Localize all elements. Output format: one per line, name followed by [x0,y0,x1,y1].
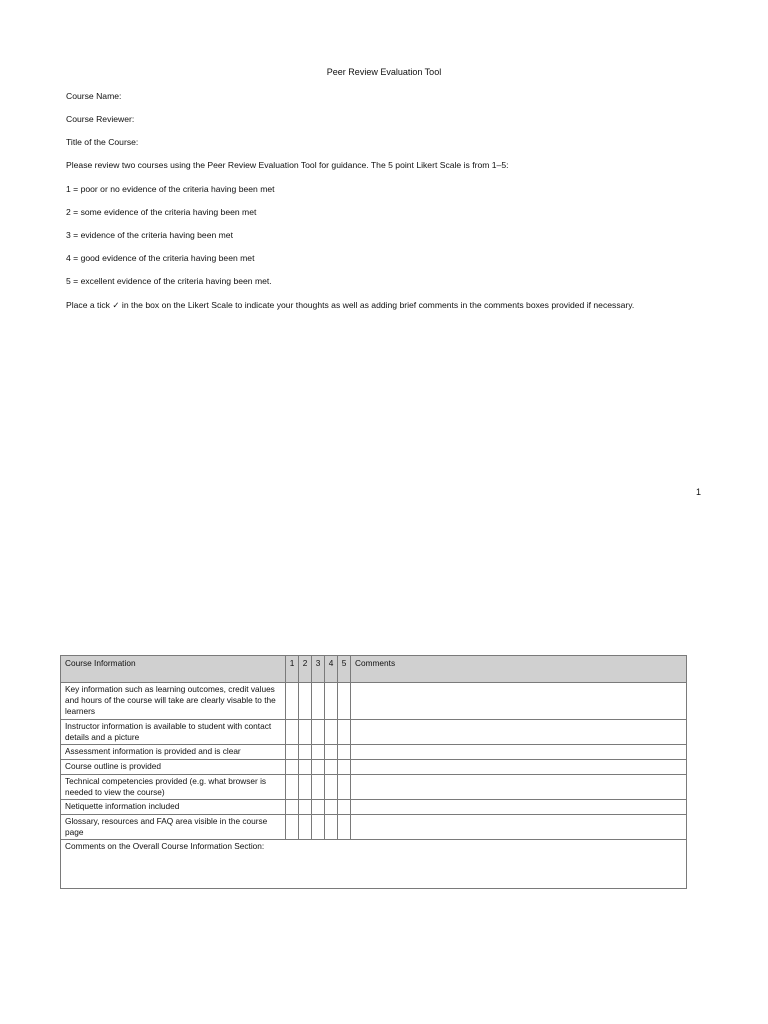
table-row [61,745,687,760]
score-cell-2[interactable] [299,815,312,840]
scale-item-5: 5 = excellent evidence of the criteria having been met. [66,276,272,286]
score-cell-5[interactable] [338,815,351,840]
score-cell-3[interactable] [312,683,325,720]
score-cell-1[interactable] [286,775,299,800]
criterion-label: Assessment information is provided and is clear [61,745,286,760]
course-title-field: Title of the Course: [66,137,139,147]
criterion-label: Instructor information is available to student with contact details and a picture [61,720,286,745]
score-cell-3[interactable] [312,800,325,815]
header-score-2: 2 [299,656,312,683]
comments-cell[interactable] [351,800,687,815]
table-row [61,683,687,720]
table-row [61,775,687,800]
scale-item-1: 1 = poor or no evidence of the criteria having been met [66,184,275,194]
score-cell-1[interactable] [286,683,299,720]
score-cell-2[interactable] [299,683,312,720]
score-cell-4[interactable] [325,775,338,800]
score-cell-4[interactable] [325,760,338,775]
scale-item-2: 2 = some evidence of the criteria having been met [66,207,257,217]
criterion-label: Technical competencies provided (e.g. what browser is needed to view the course) [61,775,286,800]
evaluation-table [60,655,687,889]
tick-note: Place a tick ✓ in the box on the Likert Scale to indicate your thoughts as well as adding brief comments in the comments boxes provided if necessary. [66,300,635,310]
course-reviewer-field: Course Reviewer: [66,114,135,124]
document-title: Peer Review Evaluation Tool [326,67,442,77]
header-course-information: Course Information [61,656,286,683]
header-score-5: 5 [338,656,351,683]
comments-cell[interactable] [351,775,687,800]
score-cell-5[interactable] [338,745,351,760]
header-score-4: 4 [325,656,338,683]
score-cell-5[interactable] [338,720,351,745]
header-score-3: 3 [312,656,325,683]
score-cell-2[interactable] [299,775,312,800]
criterion-label: Netiquette information included [61,800,286,815]
score-cell-2[interactable] [299,800,312,815]
score-cell-5[interactable] [338,760,351,775]
score-cell-1[interactable] [286,760,299,775]
comments-cell[interactable] [351,815,687,840]
criterion-label: Course outline is provided [61,760,286,775]
scale-item-3: 3 = evidence of the criteria having been met [66,230,233,240]
score-cell-3[interactable] [312,760,325,775]
header-score-1: 1 [286,656,299,683]
score-cell-4[interactable] [325,720,338,745]
comments-cell[interactable] [351,683,687,720]
table-row [61,800,687,815]
score-cell-4[interactable] [325,745,338,760]
overall-comments-cell[interactable] [61,840,687,889]
score-cell-1[interactable] [286,745,299,760]
score-cell-4[interactable] [325,815,338,840]
score-cell-4[interactable] [325,683,338,720]
score-cell-1[interactable] [286,720,299,745]
score-cell-2[interactable] [299,760,312,775]
table-row [61,720,687,745]
header-comments: Comments [351,656,687,683]
score-cell-3[interactable] [312,745,325,760]
table-header-row [61,656,687,683]
scale-item-4: 4 = good evidence of the criteria having been met [66,253,255,263]
score-cell-5[interactable] [338,775,351,800]
score-cell-1[interactable] [286,800,299,815]
comments-cell[interactable] [351,760,687,775]
comments-cell[interactable] [351,745,687,760]
course-name-field: Course Name: [66,91,122,101]
score-cell-3[interactable] [312,775,325,800]
page-number: 1 [696,487,702,497]
table-row [61,815,687,840]
score-cell-5[interactable] [338,800,351,815]
table-row [61,760,687,775]
score-cell-5[interactable] [338,683,351,720]
score-cell-3[interactable] [312,815,325,840]
comments-cell[interactable] [351,720,687,745]
overall-comments-label: Comments on the Overall Course Information Section: [65,841,265,851]
score-cell-2[interactable] [299,720,312,745]
score-cell-4[interactable] [325,800,338,815]
overall-comments-row [61,840,687,889]
score-cell-1[interactable] [286,815,299,840]
criterion-label: Key information such as learning outcomes, credit values and hours of the course will take are clearly visable to the learners [61,683,286,720]
score-cell-2[interactable] [299,745,312,760]
score-cell-3[interactable] [312,720,325,745]
instructions-text: Please review two courses using the Peer Review Evaluation Tool for guidance. The 5 point Likert Scale is from 1–5: [66,160,509,170]
criterion-label: Glossary, resources and FAQ area visible in the course page [61,815,286,840]
